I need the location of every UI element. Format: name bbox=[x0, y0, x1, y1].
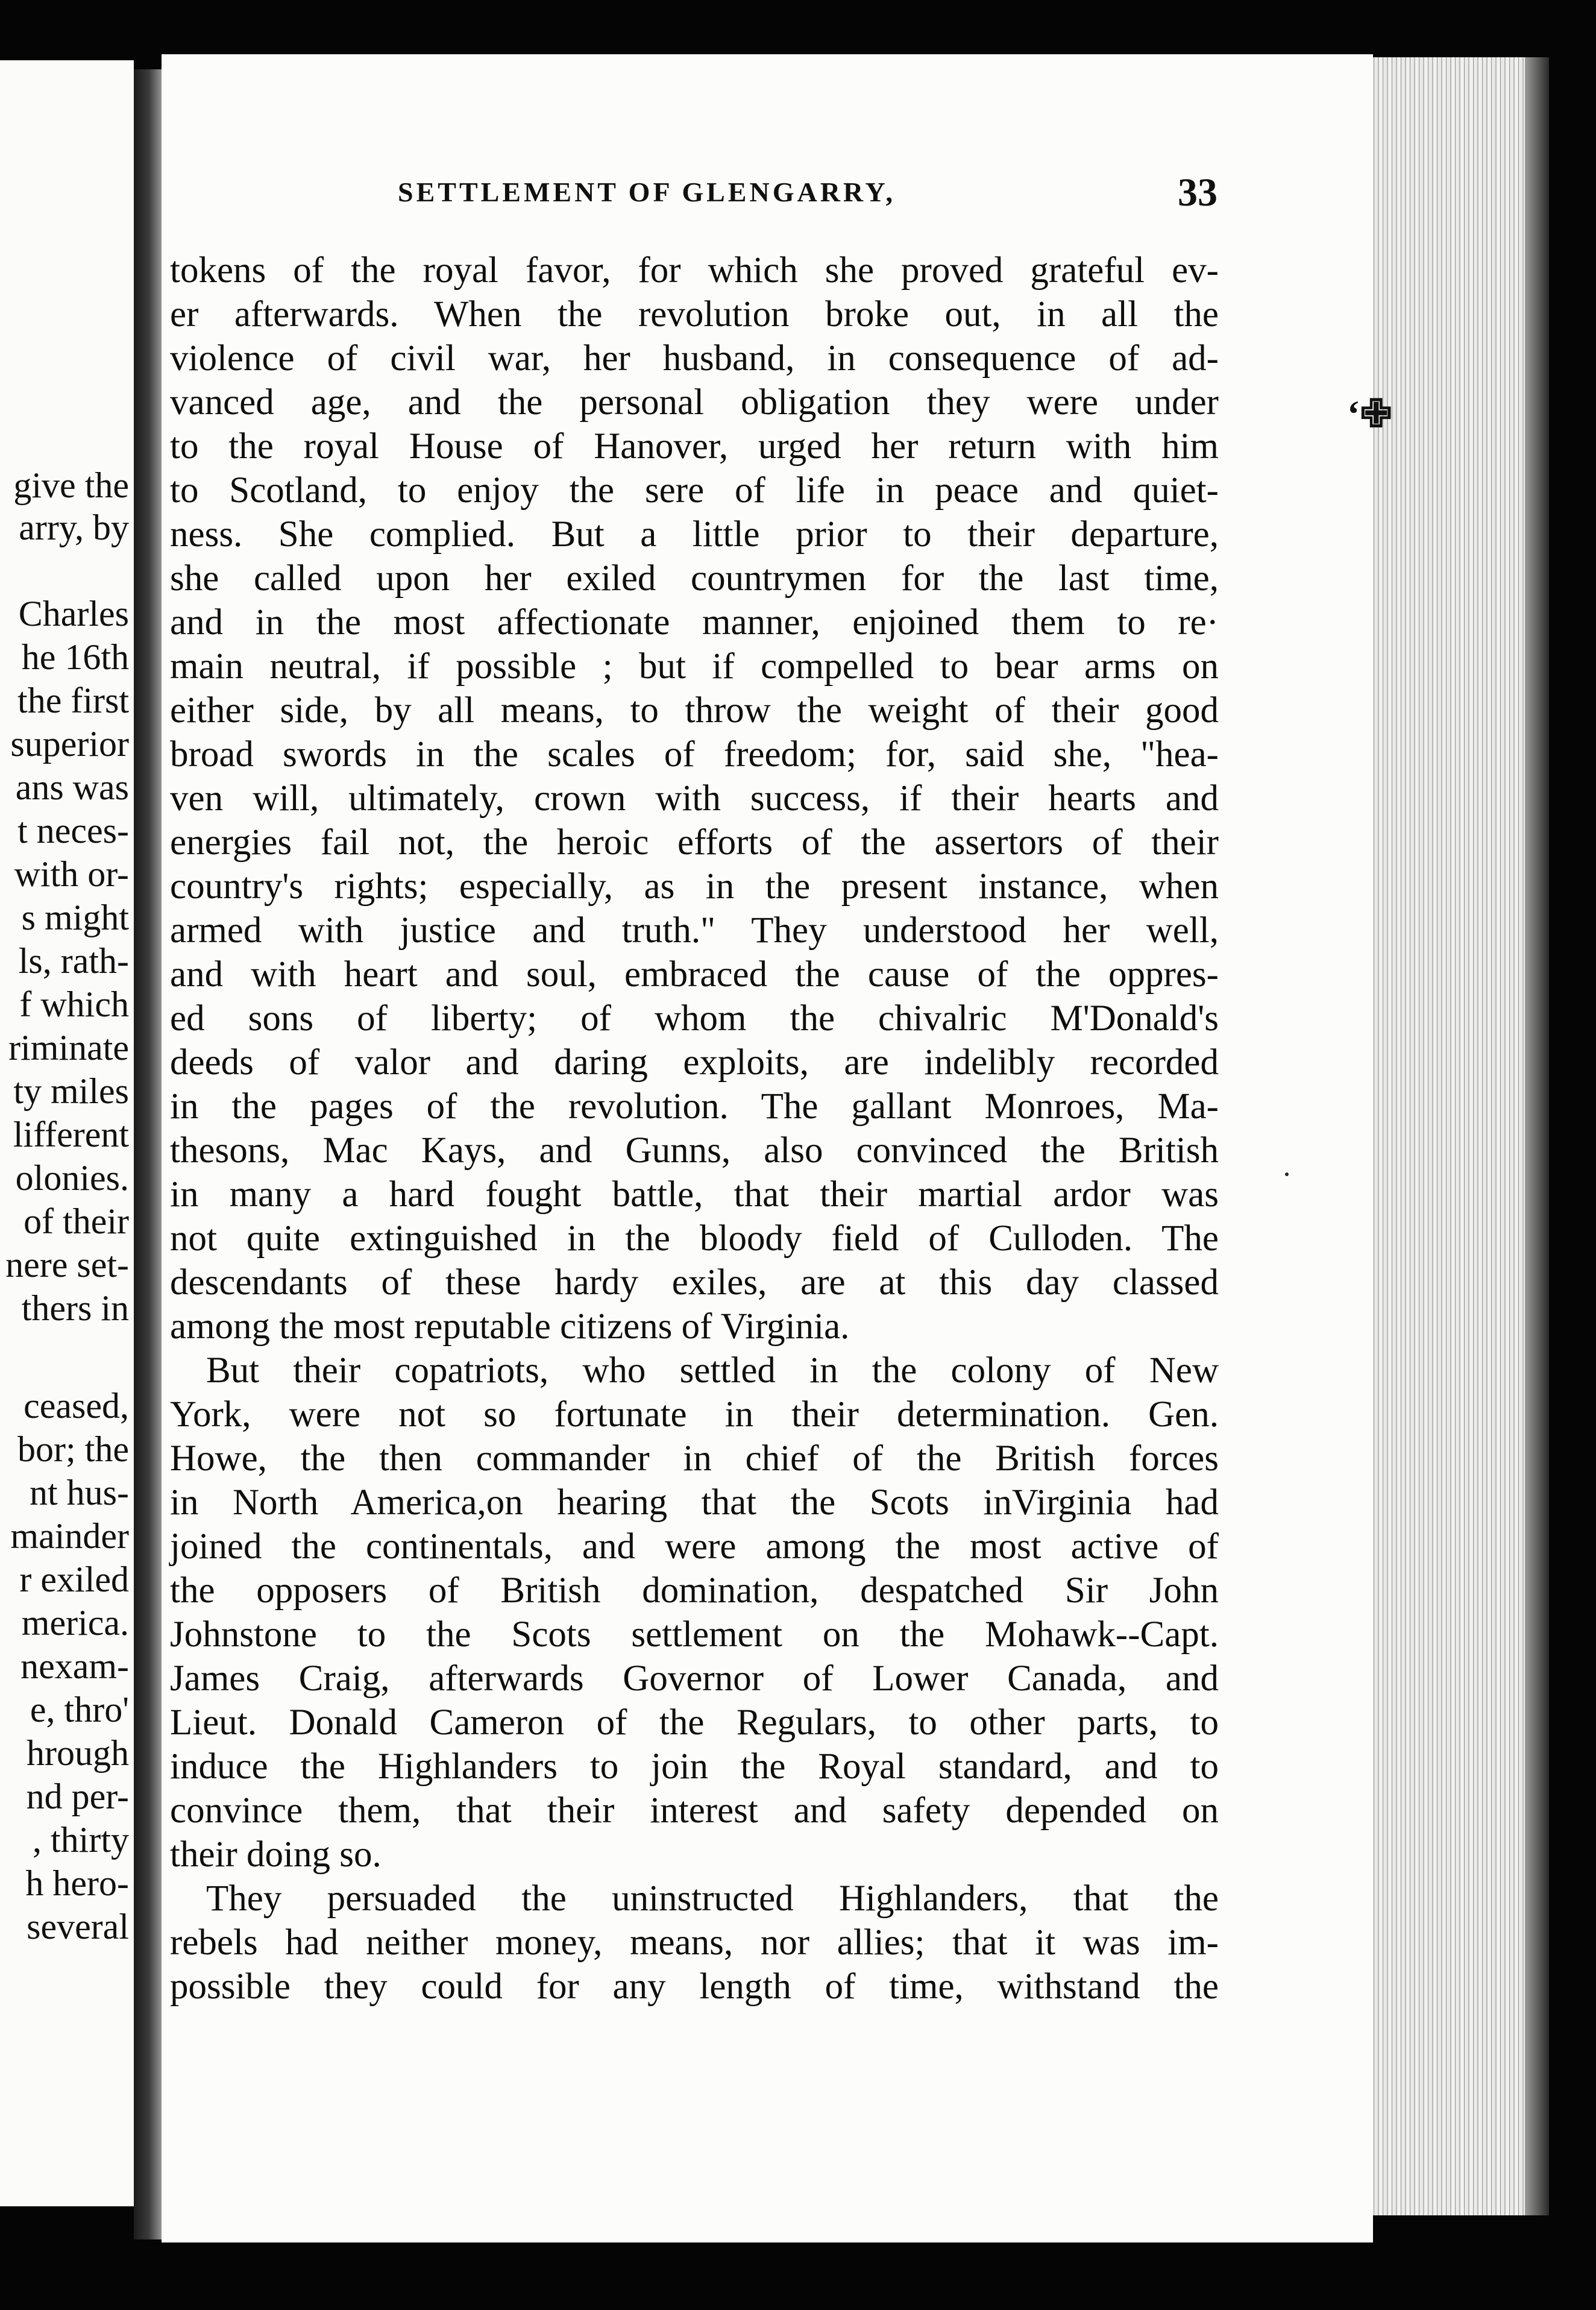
text-line: not quite extinguished in the bloody field of Culloden. The bbox=[170, 1218, 1219, 1259]
facing-page-line: nd per- bbox=[26, 1777, 129, 1816]
text-line: rebels had neither money, means, nor allies; that it was im- bbox=[170, 1922, 1219, 1963]
facing-page-line: arry, by bbox=[19, 508, 129, 547]
text-line: possible they could for any length of time, withstand the bbox=[170, 1966, 1219, 2007]
facing-page-line: give the bbox=[13, 465, 129, 505]
text-line: thesons, Mac Kays, and Gunns, also convinced the British bbox=[170, 1130, 1219, 1171]
text-line: er afterwards. When the revolution broke out, in all the bbox=[170, 294, 1219, 335]
facing-page-line: of their bbox=[24, 1201, 129, 1241]
text-line: among the most reputable citizens of Virginia. bbox=[170, 1306, 850, 1347]
text-line: either side, by all means, to throw the weight of their good bbox=[170, 690, 1219, 731]
text-line: York, were not so fortunate in their determination. Gen. bbox=[170, 1394, 1219, 1435]
facing-page-line: nere set- bbox=[5, 1245, 129, 1285]
text-line: to the royal House of Hanover, urged her return with him bbox=[170, 426, 1219, 467]
facing-page-line: , thirty bbox=[33, 1820, 129, 1860]
facing-page-line: h hero- bbox=[25, 1863, 129, 1903]
text-line: the opposers of British domination, despatched Sir John bbox=[170, 1570, 1219, 1611]
text-line: Johnstone to the Scots settlement on the Mohawk--Capt. bbox=[170, 1614, 1219, 1655]
facing-page-line: Charles bbox=[18, 594, 129, 634]
text-line: deeds of valor and daring exploits, are indelibly recorded bbox=[170, 1042, 1219, 1083]
text-line: convince them, that their interest and safety depended on bbox=[170, 1790, 1219, 1831]
facing-page-line: ceased, bbox=[24, 1386, 129, 1426]
page-header bbox=[398, 170, 1217, 218]
text-line: Lieut. Donald Cameron of the Regulars, to other parts, to bbox=[170, 1702, 1219, 1743]
text-line: armed with justice and truth." They understood her well, bbox=[170, 910, 1219, 951]
facing-page-line: merica. bbox=[21, 1603, 129, 1643]
text-line: energies fail not, the heroic efforts of the assertors of their bbox=[170, 822, 1219, 863]
text-line: Howe, the then commander in chief of the British forces bbox=[170, 1438, 1219, 1479]
facing-page-line: t neces- bbox=[17, 811, 129, 851]
body-text bbox=[170, 248, 1219, 2009]
text-line: ed sons of liberty; of whom the chivalric M'Donald's bbox=[170, 998, 1219, 1039]
facing-page-line: olonies. bbox=[15, 1158, 129, 1198]
facing-page-line: lifferent bbox=[13, 1115, 129, 1154]
text-line: she called upon her exiled countrymen for the last time, bbox=[170, 558, 1219, 599]
text-line: violence of civil war, her husband, in consequence of ad- bbox=[170, 338, 1219, 379]
text-line: in North America,on hearing that the Scots inVirginia had bbox=[170, 1482, 1219, 1523]
facing-page-line: e, thro' bbox=[30, 1690, 129, 1729]
facing-page-line: hrough bbox=[27, 1733, 129, 1773]
text-line: But their copatriots, who settled in the colony of New bbox=[206, 1350, 1219, 1391]
facing-page-line: ty miles bbox=[13, 1071, 129, 1111]
text-line: ness. She complied. But a little prior to their departure, bbox=[170, 514, 1219, 555]
facing-page-line: nt hus- bbox=[30, 1473, 129, 1512]
facing-page-line: thers in bbox=[21, 1288, 129, 1328]
text-line: descendants of these hardy exiles, are at this day classed bbox=[170, 1262, 1219, 1303]
text-line: James Craig, afterwards Governor of Lower Canada, and bbox=[170, 1658, 1219, 1699]
text-line: joined the continentals, and were among the most active of bbox=[170, 1526, 1219, 1567]
facing-page-line: f which bbox=[19, 984, 129, 1024]
facing-page-line: riminate bbox=[8, 1028, 129, 1068]
text-line: main neutral, if possible ; but if compelled to bear arms on bbox=[170, 646, 1219, 687]
text-line: ven will, ultimately, crown with success, if their hearts and bbox=[170, 778, 1219, 819]
facing-page-line: superior bbox=[10, 724, 129, 764]
margin-ink-mark: ‘✙ bbox=[1347, 392, 1392, 435]
page-edge-stack bbox=[1356, 57, 1549, 2215]
facing-page-line: nexam- bbox=[20, 1646, 129, 1686]
running-title: SETTLEMENT OF GLENGARRY, bbox=[398, 177, 896, 207]
facing-page-line: mainder bbox=[10, 1516, 129, 1556]
text-line: They persuaded the uninstructed Highlanders, that the bbox=[206, 1878, 1219, 1919]
facing-page-line: the first bbox=[17, 681, 129, 720]
text-line: to Scotland, to enjoy the sere of life in peace and quiet- bbox=[170, 470, 1219, 511]
facing-page-line: r exiled bbox=[19, 1559, 129, 1599]
text-line: and with heart and soul, embraced the cause of the oppres- bbox=[170, 954, 1219, 995]
text-line: broad swords in the scales of freedom; for, said she, "hea- bbox=[170, 734, 1219, 775]
text-line: vanced age, and the personal obligation they were under bbox=[170, 382, 1219, 423]
facing-page-line: s might bbox=[21, 898, 129, 937]
text-line: and in the most affectionate manner, enjoined them to re· bbox=[170, 602, 1219, 643]
text-line: country's rights; especially, as in the present instance, when bbox=[170, 866, 1219, 907]
page-number: 33 bbox=[1178, 171, 1217, 215]
text-line: their doing so. bbox=[170, 1834, 382, 1875]
facing-page-left bbox=[0, 60, 134, 2206]
facing-page-line: ans was bbox=[15, 767, 129, 807]
facing-page-line: bor; the bbox=[17, 1429, 129, 1469]
facing-page-line: he 16th bbox=[21, 637, 129, 677]
facing-page-line: ls, rath- bbox=[18, 941, 129, 981]
text-line: induce the Highlanders to join the Royal standard, and to bbox=[170, 1746, 1219, 1787]
facing-page-line: several bbox=[27, 1907, 129, 1947]
facing-page-line: with or- bbox=[14, 854, 129, 894]
text-line: in the pages of the revolution. The gallant Monroes, Ma- bbox=[170, 1086, 1219, 1127]
ink-speck bbox=[1285, 1172, 1289, 1176]
text-line: in many a hard fought battle, that their martial ardor was bbox=[170, 1174, 1219, 1215]
text-line: tokens of the royal favor, for which she proved grateful ev- bbox=[170, 250, 1219, 291]
